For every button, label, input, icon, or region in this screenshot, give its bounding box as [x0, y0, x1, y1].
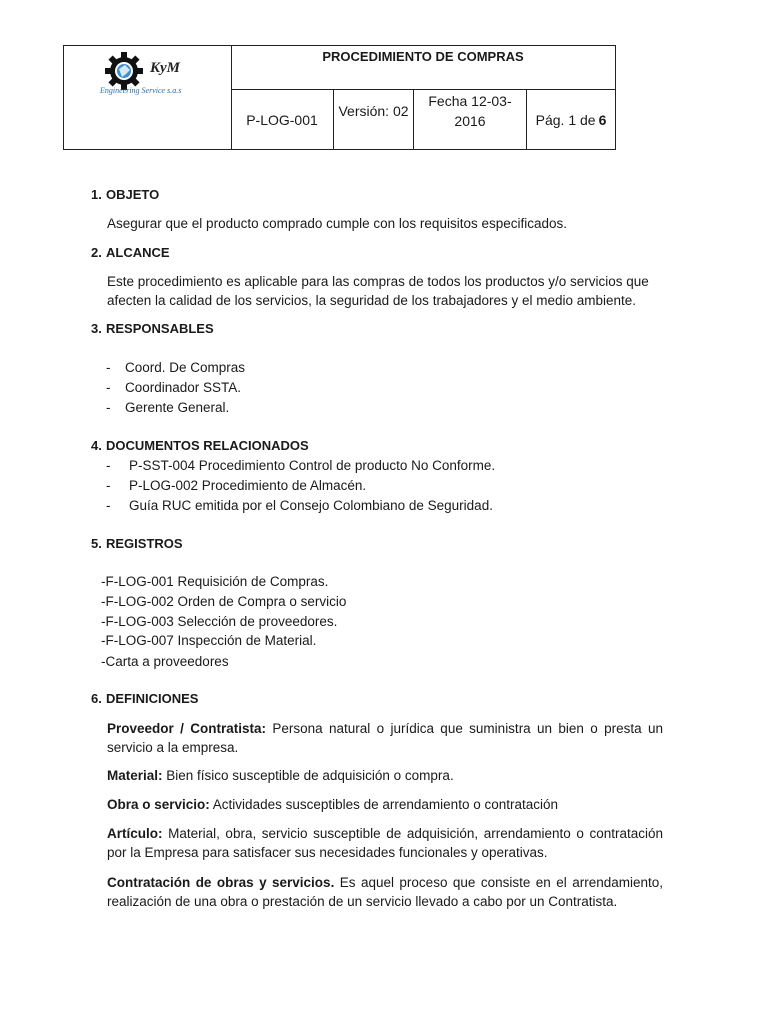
- alcance-text: Este procedimiento es aplicable para las compras de todos los productos y/o servicios que afecten la calidad de los servicios, la seguridad de los trabajadores y el medio ambiente.: [107, 274, 649, 308]
- definition-material: Material: Bien físico susceptible de adquisición o compra.: [107, 768, 454, 783]
- list-item: -F-LOG-002 Orden de Compra o servicio: [101, 594, 347, 609]
- date-line-1: Fecha 12-03-: [428, 93, 512, 109]
- list-item: - P-LOG-002 Procedimiento de Almacén.: [106, 478, 367, 493]
- list-item: - Guía RUC emitida por el Consejo Colombiano de Seguridad.: [106, 498, 493, 513]
- list-item: - P-SST-004 Procedimiento Control de producto No Conforme.: [106, 458, 496, 473]
- page-prefix: Pág. 1 de: [535, 111, 596, 128]
- list-item: -F-LOG-003 Selección de proveedores.: [101, 614, 338, 629]
- section-heading-alcance: 2. ALCANCE: [91, 245, 170, 260]
- definition-contratacion: Contratación de obras y servicios. Es aquel proceso que consiste en el arrendamiento, realización de una obra o prestación de un servicio llevado a cabo por un Contratista.: [107, 875, 664, 909]
- header-meta-row: [231, 90, 615, 149]
- section-heading-responsables: 3. RESPONSABLES: [91, 321, 214, 336]
- section-heading-definiciones: 6. DEFINICIONES: [91, 691, 199, 706]
- section-heading-documentos: 4. DOCUMENTOS RELACIONADOS: [91, 438, 309, 453]
- list-item: -F-LOG-001 Requisición de Compras.: [101, 574, 329, 589]
- list-item: - Coord. De Compras: [106, 360, 246, 375]
- document-code: P-LOG-001: [231, 90, 334, 149]
- section-heading-registros: 5. REGISTROS: [91, 536, 183, 551]
- logo-tagline: Engineering Service s.a.s: [100, 86, 182, 95]
- date-line-2: 2016: [454, 113, 486, 129]
- definition-proveedor: Proveedor / Contratista: Persona natural o jurídica que suministra un bien o presta un servicio a la empresa.: [107, 721, 664, 755]
- definition-articulo: Artículo: Material, obra, servicio susceptible de adquisición, arrendamiento o contratación por la Empresa para satisfacer sus necesidades funcionales y operativas.: [107, 826, 663, 860]
- objeto-text: Asegurar que el producto comprado cumple con los requisitos especificados.: [107, 216, 568, 231]
- logo-wordmark: KyM: [150, 60, 180, 76]
- list-item: - Coordinador SSTA.: [106, 380, 242, 395]
- logo-cell: [64, 46, 232, 149]
- document-date: [414, 90, 527, 149]
- list-item: -F-LOG-007 Inspección de Material.: [101, 633, 317, 648]
- header-table: [63, 45, 616, 150]
- document-version: Versión: 02: [334, 90, 414, 149]
- document-title: PROCEDIMIENTO DE COMPRAS: [231, 46, 615, 90]
- section-heading-objeto: 1. OBJETO: [91, 187, 160, 202]
- gear-logo-icon: [102, 51, 148, 91]
- list-item: -Carta a proveedores: [101, 654, 229, 669]
- definition-obra-servicio: Obra o servicio: Actividades susceptibles de arrendamiento o contratación: [107, 797, 559, 812]
- page-total: 6: [598, 111, 607, 128]
- page-number: [527, 90, 615, 149]
- list-item: - Gerente General.: [106, 400, 230, 415]
